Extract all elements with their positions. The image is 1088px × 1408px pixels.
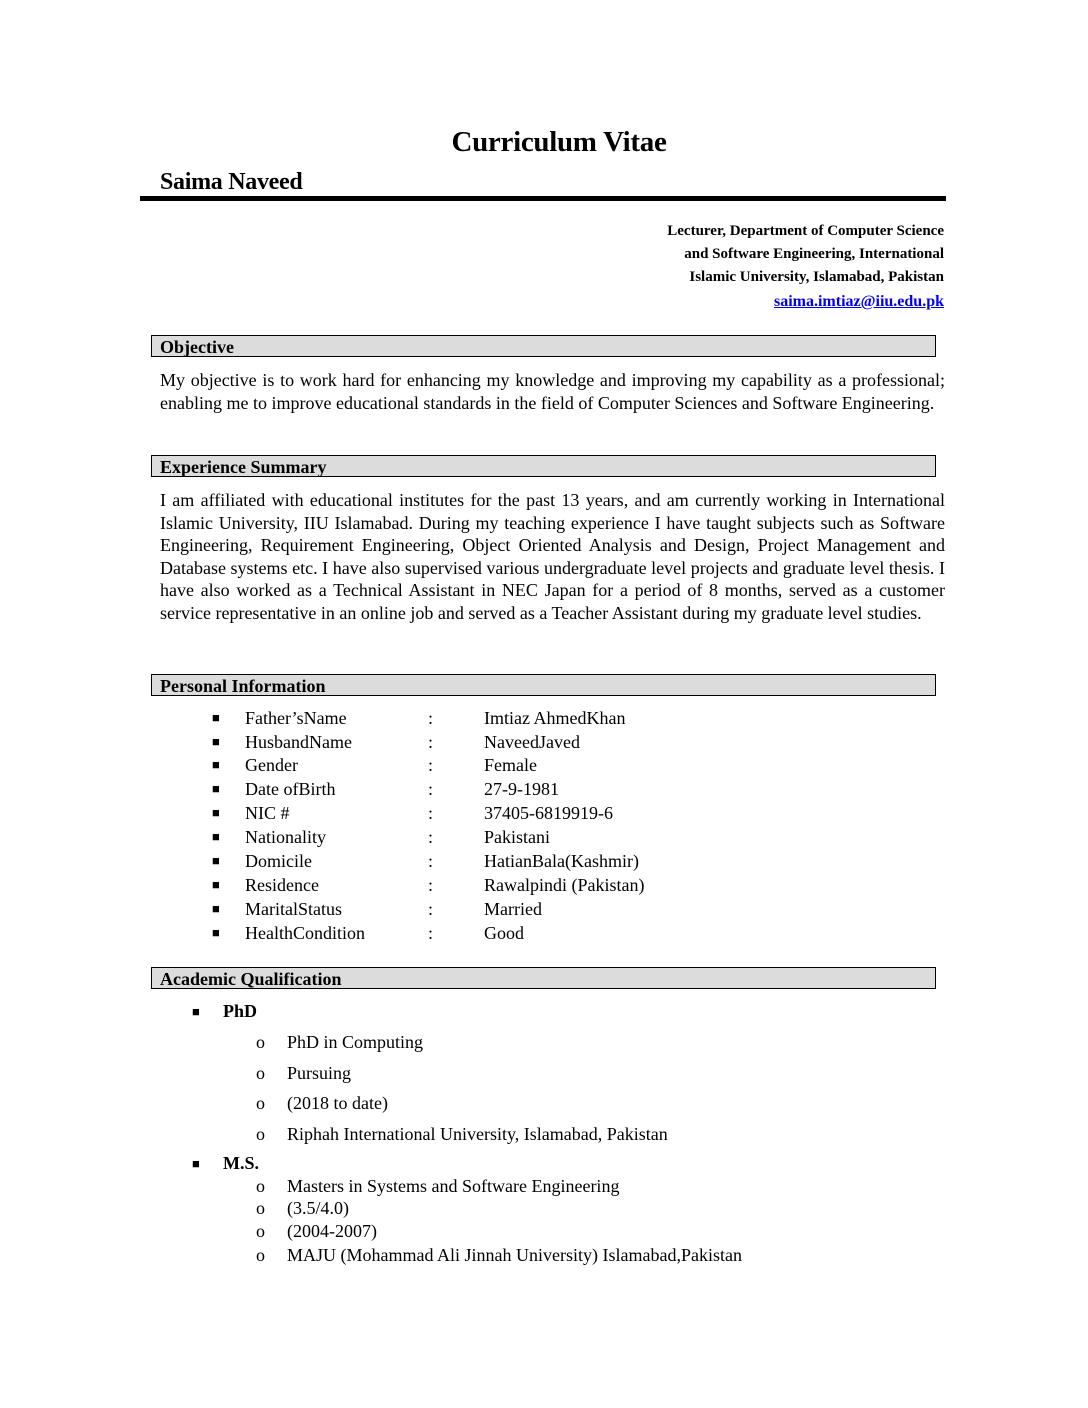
bullet: ■ <box>212 901 220 916</box>
bullet: ■ <box>212 829 220 844</box>
objective-heading: Objective <box>151 335 936 357</box>
detail-text: MAJU (Mohammad Ali Jinnah University) Islamabad,Pakistan <box>287 1245 742 1265</box>
info-row-fathers-name <box>210 706 710 730</box>
info-separator: : <box>428 779 434 799</box>
sub-bullet: o <box>256 1176 265 1196</box>
info-separator: : <box>428 851 434 871</box>
bullet: ■ <box>212 925 220 940</box>
detail-text: (2004-2007) <box>287 1221 377 1241</box>
bullet: ■ <box>212 805 220 820</box>
info-row-nationality <box>210 825 710 849</box>
info-value: Rawalpindi (Pakistan) <box>484 875 645 895</box>
info-row-husband-name <box>210 730 710 754</box>
sub-bullet: o <box>256 1245 265 1265</box>
info-row-nic <box>210 801 710 825</box>
detail-text: Pursuing <box>287 1063 352 1083</box>
info-separator: : <box>428 875 434 895</box>
affiliation-line: Islamic University, Islamabad, Pakistan <box>689 269 944 285</box>
bullet: ■ <box>212 877 220 892</box>
email-link[interactable]: saima.imtiaz@iiu.edu.pk <box>773 293 944 310</box>
info-value: Good <box>484 923 524 943</box>
degree-label: M.S. <box>223 1153 259 1173</box>
info-label: HealthCondition <box>245 923 365 943</box>
bullet: ■ <box>212 734 220 749</box>
info-row-health-condition <box>210 921 710 945</box>
affiliation-block <box>667 220 944 313</box>
detail-text: (2018 to date) <box>287 1093 388 1113</box>
info-value: NaveedJaved <box>484 732 580 752</box>
info-label: Domicile <box>245 851 312 871</box>
personal-info-heading: Personal Information <box>151 674 936 696</box>
info-label: Father’sName <box>245 708 347 728</box>
sub-bullet: o <box>256 1124 265 1144</box>
info-separator: : <box>428 827 434 847</box>
info-value: Pakistani <box>484 827 550 847</box>
info-label: Gender <box>245 755 298 775</box>
info-separator: : <box>428 708 434 728</box>
experience-text: I am affiliated with educational institutes for the past 13 years, and am currently working in International Islamic University, IIU Islamabad. During my teaching experience I have taught subjects such as Software Engineering, Requirement Engineering, Object Oriented Analysis and Design, Project Management and Database systems etc. I have also supervised various undergraduate level projects and graduate level thesis. I have also worked as a Technical Assistant in NEC Japan for a period of 8 months, served as a customer service representative in an online job and served as a Teacher Assistant during my graduate level studies. <box>160 490 945 623</box>
info-row-domicile <box>210 849 710 873</box>
info-label: Nationality <box>245 827 326 847</box>
info-value: Married <box>484 899 542 919</box>
info-value: Female <box>484 755 537 775</box>
info-label: Date ofBirth <box>245 779 336 799</box>
info-label: NIC # <box>245 803 290 823</box>
affiliation-line: Lecturer, Department of Computer Science <box>667 223 944 239</box>
info-separator: : <box>428 755 434 775</box>
name-divider <box>140 196 946 201</box>
degree-label: PhD <box>223 1001 258 1021</box>
info-value: Imtiaz AhmedKhan <box>484 708 626 728</box>
info-row-date-of-birth <box>210 777 710 801</box>
info-label: HusbandName <box>245 732 352 752</box>
bullet: ■ <box>212 710 220 725</box>
info-label: MaritalStatus <box>245 899 342 919</box>
info-separator: : <box>428 899 434 919</box>
experience-heading: Experience Summary <box>151 455 936 477</box>
info-row-marital-status <box>210 897 710 921</box>
academic-heading: Academic Qualification <box>151 967 936 989</box>
info-separator: : <box>428 923 434 943</box>
bullet: ■ <box>192 1156 200 1171</box>
detail-text: Masters in Systems and Software Engineering <box>287 1176 620 1196</box>
sub-bullet: o <box>256 1032 265 1052</box>
sub-bullet: o <box>256 1198 265 1218</box>
objective-text: My objective is to work hard for enhancing my knowledge and improving my capability as a professional; enabling me to improve educational standards in the field of Computer Sciences and Software Engineering. <box>160 370 945 413</box>
sub-bullet: o <box>256 1093 265 1113</box>
info-value: 27-9-1981 <box>484 779 559 799</box>
detail-text: (3.5/4.0) <box>287 1198 349 1218</box>
info-separator: : <box>428 732 434 752</box>
detail-text: Riphah International University, Islamabad, Pakistan <box>287 1124 668 1144</box>
detail-text: PhD in Computing <box>287 1032 424 1052</box>
bullet: ■ <box>212 853 220 868</box>
info-row-residence <box>210 873 710 897</box>
info-label: Residence <box>245 875 319 895</box>
affiliation-line: and Software Engineering, International <box>684 246 944 262</box>
bullet: ■ <box>212 781 220 796</box>
info-row-gender <box>210 753 710 777</box>
bullet: ■ <box>212 757 220 772</box>
info-value: HatianBala(Kashmir) <box>484 851 639 871</box>
document-title: Curriculum Vitae <box>451 126 667 158</box>
candidate-name: Saima Naveed <box>160 169 303 195</box>
sub-bullet: o <box>256 1221 265 1241</box>
bullet: ■ <box>192 1004 200 1019</box>
info-value: 37405-6819919-6 <box>484 803 613 823</box>
info-separator: : <box>428 803 434 823</box>
sub-bullet: o <box>256 1063 265 1083</box>
